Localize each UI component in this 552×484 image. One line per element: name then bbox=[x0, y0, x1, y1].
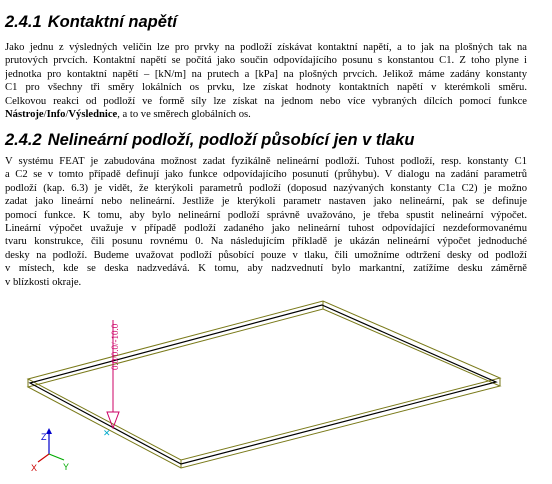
paragraph-nelinearni-podlozi bbox=[5, 155, 527, 289]
paragraph-line: desky na podloží. Budeme uvažovat podloží působící pouze v tlaku, čili umožníme odtržení desky od podloží bbox=[5, 249, 527, 261]
paragraph-kontaktni-napeti bbox=[5, 41, 527, 121]
slab-bottom-face bbox=[28, 309, 500, 468]
menu-path-vyslednice: Výslednice bbox=[68, 109, 118, 121]
slab-model-figure bbox=[0, 300, 552, 484]
support-marker: ✕ bbox=[103, 429, 111, 439]
section-number: 2.4.1 bbox=[5, 13, 42, 31]
paragraph-line: prutových prvcích. Kontaktní napětí se počítá jako součin odpovídajícího posunu s konstantou C1. Z toho plyne i bbox=[5, 55, 527, 67]
paragraph-line: V systému FEAT je zabudována možnost zadat fyzikálně nelineární podloží. Tuhost podloží, resp. konstanty C1 bbox=[5, 156, 527, 167]
paragraph-line: jednotka pro kontaktní napětí – [kN/m] na prutech a [kPa] na plošných prvcích. Jelikož máme zadány konstanty bbox=[5, 68, 527, 80]
y-axis-icon bbox=[49, 454, 64, 460]
paragraph-line: zadat jako lineární nebo nelineární. Jestliže je kterýkoli parametr nastaven jako nelineární, pak se definuje bbox=[5, 196, 527, 208]
z-axis-label: Z bbox=[41, 432, 47, 442]
slab-midplane bbox=[30, 305, 496, 464]
paragraph-line: Celkovou reakci od podloží ve formě síly lze získat na jednom nebo více vybraných dílcích pomocí funkce bbox=[5, 95, 527, 107]
paragraph-line: pomocí funkce. K tomu, aby bylo nelineární podloží správně uvažováno, je třeba spustit nelineární výpočet. bbox=[5, 209, 527, 221]
menu-path-separator: / bbox=[43, 109, 47, 121]
paragraph-line bbox=[5, 108, 527, 121]
z-axis-arrow-icon bbox=[46, 428, 52, 434]
x-axis-label: X bbox=[31, 463, 38, 473]
x-axis-icon bbox=[38, 454, 49, 462]
menu-path-separator: / bbox=[65, 109, 69, 121]
section-number: 2.4.2 bbox=[5, 131, 42, 149]
paragraph-line: tvaru konstrukce, čili posunu rovnému 0. Na následujícím příkladě je ukázán nelineární výpočet jednoduché bbox=[5, 236, 527, 248]
section-heading-kontaktni-napeti bbox=[5, 12, 177, 32]
paragraph-line: Jako jednu z výsledných veličin lze pro prvky na podloží získávat kontaktní napětí, a to jak na plošných tak na bbox=[5, 42, 527, 53]
load-label: 0.0/0.0/-10.0 bbox=[110, 323, 120, 370]
section-heading-nelinearni-podlozi bbox=[5, 130, 414, 150]
paragraph-text: , a to ve směrech globálních os. bbox=[117, 109, 251, 121]
section-title: Kontaktní napětí bbox=[47, 13, 177, 31]
point-load bbox=[107, 320, 120, 428]
menu-path-nastroje: Nástroje bbox=[5, 109, 44, 121]
y-axis-label: Y bbox=[63, 462, 70, 472]
paragraph-line: v blízkosti okraje. bbox=[5, 276, 82, 288]
paragraph-line: podloží (kap. 6.3) je vidět, že kterýkoli parametrů podloží (doposud nazývaných konstanty C1a C2) je možno bbox=[5, 182, 527, 194]
paragraph-line: C1 pro všechny tři směry lokálních os prvku, lze získat hodnoty kontaktních napětí v kterémkoli směru. bbox=[5, 82, 527, 94]
axis-triad bbox=[31, 428, 69, 473]
paragraph-line: v místech, kde se deska nadzvedává. K tomu, aby nadzvednutí bylo markantní, zatížíme desku záměrně bbox=[5, 263, 527, 275]
paragraph-line: a C2 se v tomto případě definují jako funkce odpovídajícího posunutí (průhybu). V dialogu na zadání parametrů bbox=[5, 169, 527, 181]
menu-path-info: Info bbox=[46, 109, 66, 121]
section-title: Nelineární podloží, podloží působící jen v tlaku bbox=[47, 131, 415, 149]
paragraph-line: Lineární výpočet uvažuje v případě podloží zadaného jako nelineární tuhost odpovídající nezdeformovanému bbox=[5, 223, 527, 235]
